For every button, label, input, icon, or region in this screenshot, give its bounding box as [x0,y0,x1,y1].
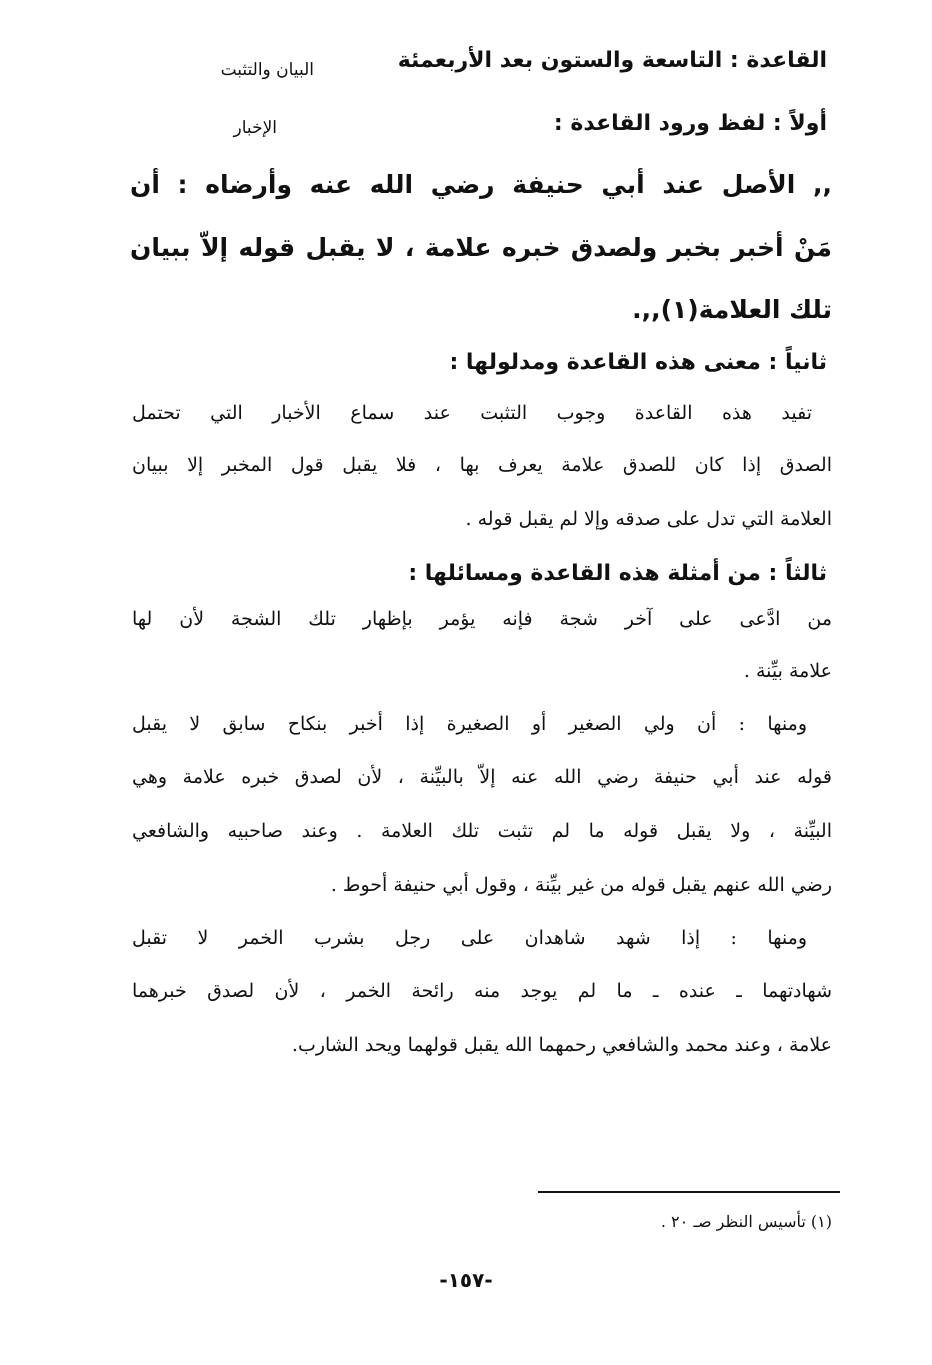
section-2-line-1: تفيد هذه القاعدة وجوب التثبت عند سماع الأخبار التي تحتمل [132,402,812,424]
example-1-line-2: علامة بيِّنة . [743,660,832,682]
quote-line-2: مَنْ أخبر بخبر ولصدق خبره علامة ، لا يقبل قوله إلاّ ببيان [130,233,832,262]
side-note-ikhbar: الإخبار [233,118,277,138]
section-3-title: ثالثاً : من أمثلة هذه القاعدة ومسائلها : [408,561,827,586]
section-2-title: ثانياً : معنى هذه القاعدة ومدلولها : [449,350,827,375]
example-2-line-2: قوله عند أبي حنيفة رضي الله عنه إلاّ بالبيِّنة ، لأن لصدق خبره علامة وهي [132,766,832,788]
example-2-line-4: رضي الله عنهم يقبل قوله من غير بيِّنة ، وقول أبي حنيفة أحوط . [330,874,832,896]
example-3-line-3: علامة ، وعند محمد والشافعي رحمهما الله يقبل قولهما ويحد الشارب. [291,1034,832,1056]
section-2-line-2: الصدق إذا كان للصدق علامة يعرف بها ، فلا يقبل قول المخبر إلا ببيان [132,454,832,476]
example-2-line-1: ومنها : أن ولي الصغير أو الصغيرة إذا أخبر بنكاح سابق لا يقبل [132,713,807,735]
example-3-line-1: ومنها : إذا شهد شاهدان على رجل بشرب الخمر لا تقبل [132,927,807,949]
page-number: -١٥٧- [439,1268,493,1292]
example-1-line-1: من ادَّعى على آخر شجة فإنه يؤمر بإظهار تلك الشجة لأن لها [132,608,832,630]
section-2-line-3: العلامة التي تدل على صدقه وإلا لم يقبل قوله . [465,508,832,530]
side-note-bayan: البيان والتثبت [220,60,314,80]
example-2-line-3: البيِّنة ، ولا يقبل قوله ما لم تثبت تلك العلامة . وعند صاحبيه والشافعي [132,820,832,842]
footnote-divider [538,1191,840,1193]
quote-line-3: تلك العلامة(١),,. [632,295,832,324]
quote-line-1: ,, الأصل عند أبي حنيفة رضي الله عنه وأرضاه : أن [130,170,832,199]
section-1-title: أولاً : لفظ ورود القاعدة : [553,111,827,136]
example-3-line-2: شهادتهما ـ عنده ـ ما لم يوجد منه رائحة الخمر ، لأن لصدق خبرهما [132,980,832,1002]
rule-title: القاعدة : التاسعة والستون بعد الأربعمئة [397,48,827,73]
footnote: (١) تأسيس النظر صـ ٢٠ . [660,1212,832,1231]
